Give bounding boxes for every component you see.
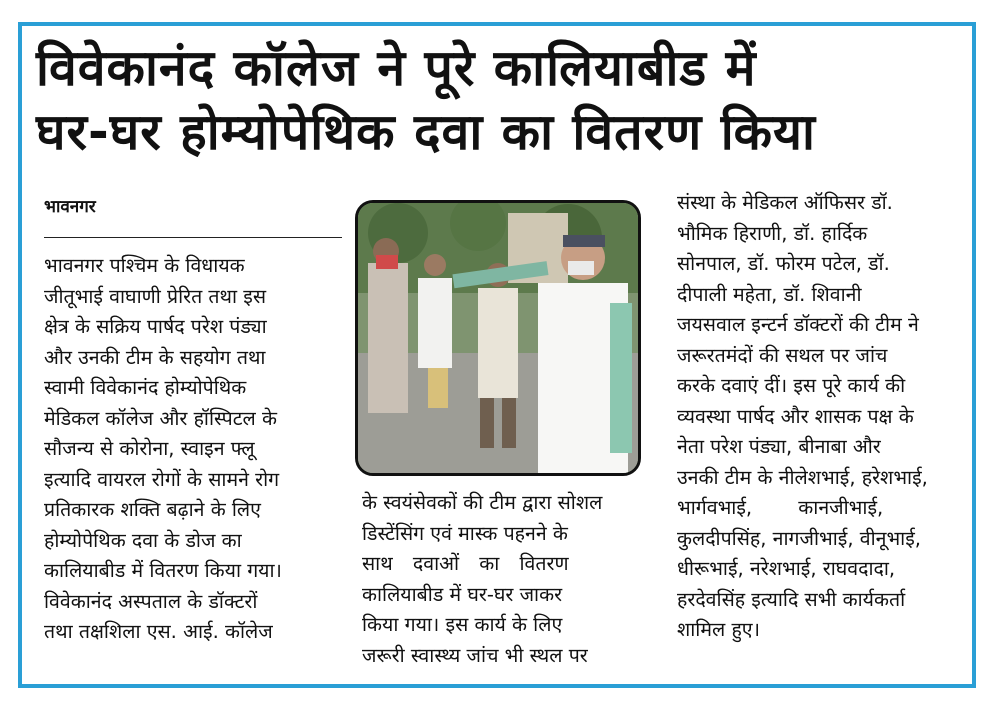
text-line: दीपाली महेता, डॉ. शिवानी xyxy=(677,282,862,306)
text-line: साथ दवाओं का वितरण xyxy=(362,552,569,575)
text-line: क्षेत्र के सक्रिय पार्षद परेश पंड्या xyxy=(44,315,267,338)
text-line: हरदेवसिंह इत्यादि सभी कार्यकर्ता xyxy=(677,587,906,611)
text-line: नेता परेश पंड्या, बीनाबा और xyxy=(677,435,881,458)
text-line: भार्गवभाई, कानजीभाई, xyxy=(677,496,884,519)
text-line: किया गया। इस कार्य के लिए xyxy=(362,613,563,636)
text-line: कुलदीपसिंह, नागजीभाई, वीनूभाई, xyxy=(677,526,922,550)
column-right xyxy=(677,188,975,646)
text-line: कालियाबीड में घर-घर जाकर xyxy=(362,582,563,606)
text-line: संस्था के मेडिकल ऑफिसर डॉ. xyxy=(677,191,893,214)
text-line: कालियाबीड में वितरण किया गया। xyxy=(44,559,282,582)
text-line: मेडिकल कॉलेज और हॉस्पिटल के xyxy=(44,406,277,430)
column-left xyxy=(44,251,354,648)
text-line: प्रतिकारक शक्ति बढ़ाने के लिए xyxy=(44,498,261,521)
text-line: शामिल हुए। xyxy=(677,618,760,641)
text-line: तथा तक्षशिला एस. आई. कॉलेज xyxy=(44,620,273,643)
headline-line: विवेकानंद कॉलेज ने पूरे कालियाबीड में xyxy=(36,39,757,97)
text-line: व्यवस्था पार्षद और शासक पक्ष के xyxy=(677,404,914,428)
text-line: के स्वयंसेवकों की टीम द्वारा सोशल xyxy=(362,491,603,514)
text-line: करके दवाएं दीं। इस पूरे कार्य की xyxy=(677,374,906,397)
article-frame xyxy=(18,22,976,688)
text-line: विवेकानंद अस्पताल के डॉक्टरों xyxy=(44,589,258,613)
text-line: जीतूभाई वाघाणी प्रेरित तथा इस xyxy=(44,284,266,308)
dateline-rule xyxy=(44,237,342,238)
text-line: जयसवाल इन्टर्न डॉक्टरों की टीम ने xyxy=(677,313,919,336)
text-line: इत्यादि वायरल रोगों के सामने रोग xyxy=(44,467,280,491)
text-line: होम्योपेथिक दवा के डोज का xyxy=(44,528,242,552)
text-line: धीरूभाई, नरेशभाई, राघवदादा, xyxy=(677,557,896,580)
dateline: भावनगर xyxy=(44,197,96,217)
text-line: भावनगर पश्चिम के विधायक xyxy=(44,254,245,277)
news-photo xyxy=(355,200,641,476)
text-line: डिस्टेंसिंग एवं मास्क पहनने के xyxy=(362,521,568,545)
text-line: जरूरी स्वास्थ्य जांच भी स्थल पर xyxy=(362,643,588,667)
headline-line: घर-घर होम्योपेथिक दवा का वितरण किया xyxy=(36,103,816,161)
text-line: सोनपाल, डॉ. फोरम पटेल, डॉ. xyxy=(677,252,890,275)
text-line: जरूरतमंदों की सथल पर जांच xyxy=(677,343,888,367)
text-line: और उनकी टीम के सहयोग तथा xyxy=(44,345,266,369)
column-middle xyxy=(362,488,662,671)
text-line: सौजन्य से कोरोना, स्वाइन फ्लू xyxy=(44,437,255,460)
headline xyxy=(36,36,966,164)
text-line: भौमिक हिराणी, डॉ. हार्दिक xyxy=(677,221,868,245)
text-line: उनकी टीम के नीलेशभाई, हरेशभाई, xyxy=(677,465,928,489)
text-line: स्वामी विवेकानंद होम्योपेथिक xyxy=(44,376,247,399)
